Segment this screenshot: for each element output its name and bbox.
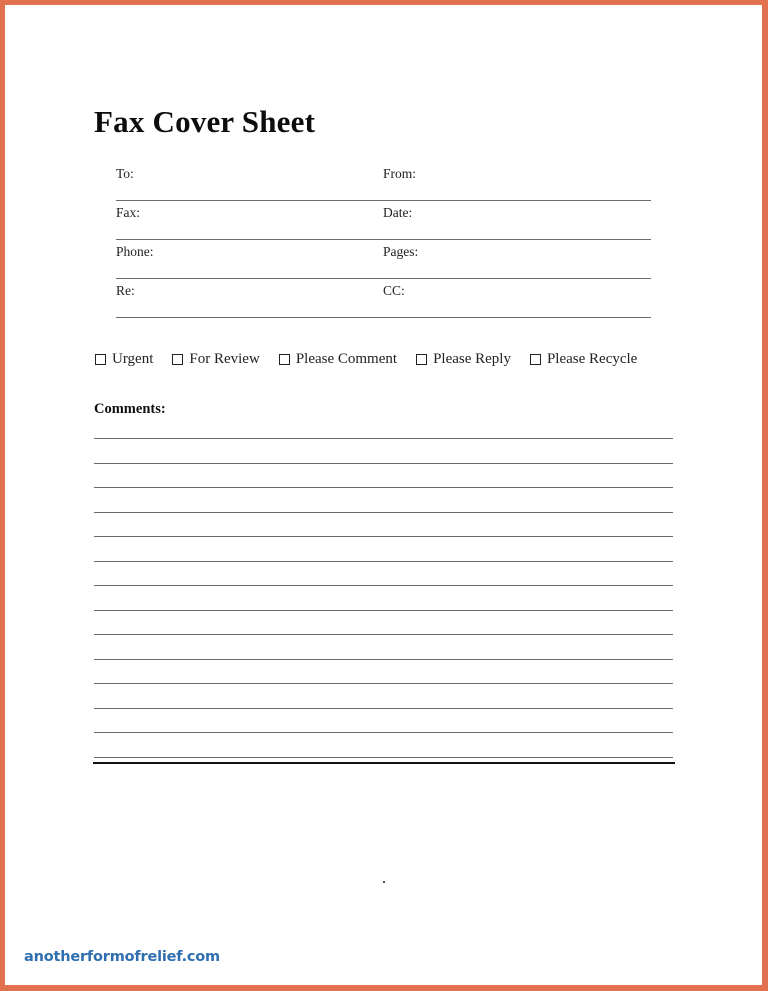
to-label: To:: [116, 166, 134, 181]
comment-line[interactable]: [94, 561, 673, 562]
checkbox-row: [95, 351, 656, 368]
comment-line[interactable]: [94, 757, 673, 758]
checkbox-icon[interactable]: [279, 354, 290, 365]
phone-label: Phone:: [116, 244, 154, 259]
watermark: anotherformofrelief.com: [24, 949, 220, 965]
fax-cover-sheet-page: [5, 5, 762, 985]
comment-line[interactable]: [94, 634, 673, 635]
comment-line[interactable]: [94, 438, 673, 439]
checkbox-icon[interactable]: [530, 354, 541, 365]
comment-line[interactable]: [94, 463, 673, 464]
document-title: Fax Cover Sheet: [94, 104, 316, 139]
checkbox-label: Please Recycle: [546, 351, 638, 367]
checkbox-please-recycle[interactable]: [530, 351, 637, 368]
pages-label: Pages:: [383, 244, 419, 259]
checkbox-urgent[interactable]: [95, 351, 153, 368]
phone-pages-field-line[interactable]: [116, 278, 651, 279]
checkbox-for-review[interactable]: [172, 351, 259, 368]
to-from-field-line[interactable]: [116, 200, 651, 201]
comment-line[interactable]: [94, 683, 673, 684]
comment-line[interactable]: [94, 512, 673, 513]
checkbox-label: Urgent: [112, 351, 154, 367]
comment-line[interactable]: [94, 585, 673, 586]
fax-date-field-line[interactable]: [116, 239, 651, 240]
checkbox-label: Please Reply: [433, 351, 511, 367]
checkbox-please-reply[interactable]: [416, 351, 511, 368]
comment-line[interactable]: [94, 659, 673, 660]
from-label: From:: [383, 166, 417, 181]
checkbox-icon[interactable]: [95, 354, 106, 365]
comments-label: Comments:: [94, 401, 166, 417]
comment-line[interactable]: [94, 487, 673, 488]
re-label: Re:: [116, 283, 135, 298]
cc-label: CC:: [383, 283, 405, 298]
checkbox-please-comment[interactable]: [279, 351, 397, 368]
checkbox-icon[interactable]: [416, 354, 427, 365]
comment-line[interactable]: [94, 708, 673, 709]
comment-line[interactable]: [94, 536, 673, 537]
bottom-rule: [93, 762, 675, 764]
re-cc-field-line[interactable]: [116, 317, 651, 318]
checkbox-label: For Review: [189, 351, 260, 367]
date-label: Date:: [383, 205, 413, 220]
comment-line[interactable]: [94, 610, 673, 611]
comment-line[interactable]: [94, 732, 673, 733]
checkbox-icon[interactable]: [172, 354, 183, 365]
fax-label: Fax:: [116, 205, 141, 220]
checkbox-label: Please Comment: [295, 351, 398, 367]
footer-mark: [383, 881, 385, 883]
